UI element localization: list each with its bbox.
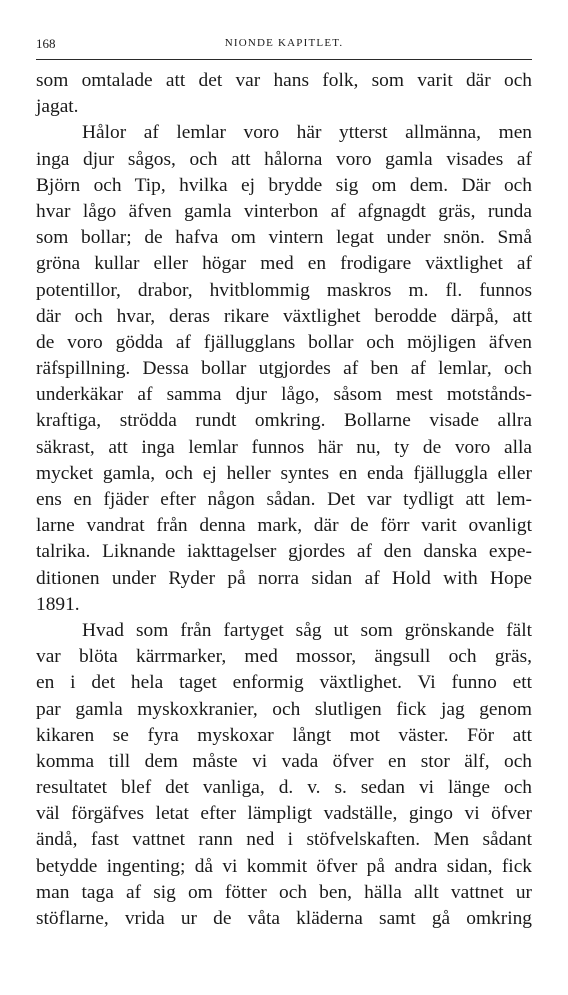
- text-line: par gamla myskoxkranier, och slutligen fick jag genom: [36, 698, 532, 720]
- text-line: var blöta kärrmarker, med mossor, ängsull och gräs,: [36, 646, 532, 668]
- text-line: där och hvar, deras rikare växtlighet berodde därpå, att: [36, 305, 532, 327]
- text-line: stöflarne, vrida ur de våta kläderna samt gå omkring: [36, 908, 532, 929]
- text-line: jagat.: [36, 96, 79, 118]
- page-header: [36, 36, 532, 56]
- text-line: inga djur sågos, och att hålorna voro gamla visades af: [36, 148, 532, 170]
- running-head: NIONDE KAPITLET.: [224, 37, 344, 49]
- text-line: hvar lågo äfven gamla vinterbon af afgnagdt gräs, runda: [36, 200, 532, 222]
- text-line: mycket gamla, och ej heller syntes en enda fjälluggla eller: [36, 462, 532, 484]
- text-line: ändå, fast vattnet rann ned i stöfvelskaften. Men sådant: [36, 829, 532, 851]
- text-line: ditionen under Ryder på norra sidan af Hold with Hope: [36, 567, 532, 589]
- text-line: talrika. Liknande iakttagelser gjordes af den danska expe-: [36, 541, 532, 563]
- text-line: som omtalade att det var hans folk, som varit där och: [36, 70, 532, 91]
- text-line: man taga af sig om fötter och ben, hälla allt vattnet ur: [36, 881, 532, 903]
- text-line: underkäkar af samma djur lågo, såsom mest motstånds-: [36, 384, 532, 406]
- text-line: som bollar; de hafva om vintern legat under snön. Små: [36, 227, 532, 249]
- header-rule: [36, 59, 532, 60]
- body-text: [36, 68, 532, 932]
- text-line: kraftiga, strödda rundt omkring. Bollarne visade allra: [36, 410, 532, 432]
- text-line: potentillor, drabor, hvitblommig maskros m. fl. funnos: [36, 279, 532, 301]
- text-line: räfspillning. Dessa bollar utgjordes af ben af lemlar, och: [36, 358, 532, 380]
- text-line: kikaren se fyra myskoxar långt mot väster. För att: [36, 724, 532, 746]
- text-line: gröna kullar eller högar med en frodigare växtlighet af: [36, 253, 532, 275]
- text-line: ens en fjäder efter någon sådan. Det var tydligt att lem-: [36, 489, 532, 510]
- text-line: 1891.: [36, 593, 80, 615]
- text-line: en i det hela taget enformig växtlighet. Vi funno ett: [36, 672, 532, 694]
- text-line: säkrast, att inga lemlar funnos här nu, ty de voro alla: [36, 436, 532, 458]
- text-line: larne vandrat från denna mark, där de förr varit ovanligt: [36, 515, 532, 537]
- text-line: Björn och Tip, hvilka ej brydde sig om dem. Där och: [36, 174, 532, 196]
- text-line: Hvad som från fartyget såg ut som grönskande fält: [82, 619, 532, 641]
- text-line: de voro gödda af fjällugglans bollar och möjligen äfven: [36, 331, 532, 353]
- text-line: betydde ingenting; då vi kommit öfver på andra sidan, fick: [36, 855, 532, 877]
- text-line: komma till dem måste vi vada öfver en stor älf, och: [36, 750, 532, 772]
- text-line: resultatet blef det vanliga, d. v. s. sedan vi länge och: [36, 777, 532, 799]
- text-line: väl förgäfves letat efter lämpligt vadställe, gingo vi öfver: [36, 803, 532, 825]
- text-line: Hålor af lemlar voro här ytterst allmänna, men: [82, 122, 532, 144]
- page-number: 168: [36, 36, 56, 51]
